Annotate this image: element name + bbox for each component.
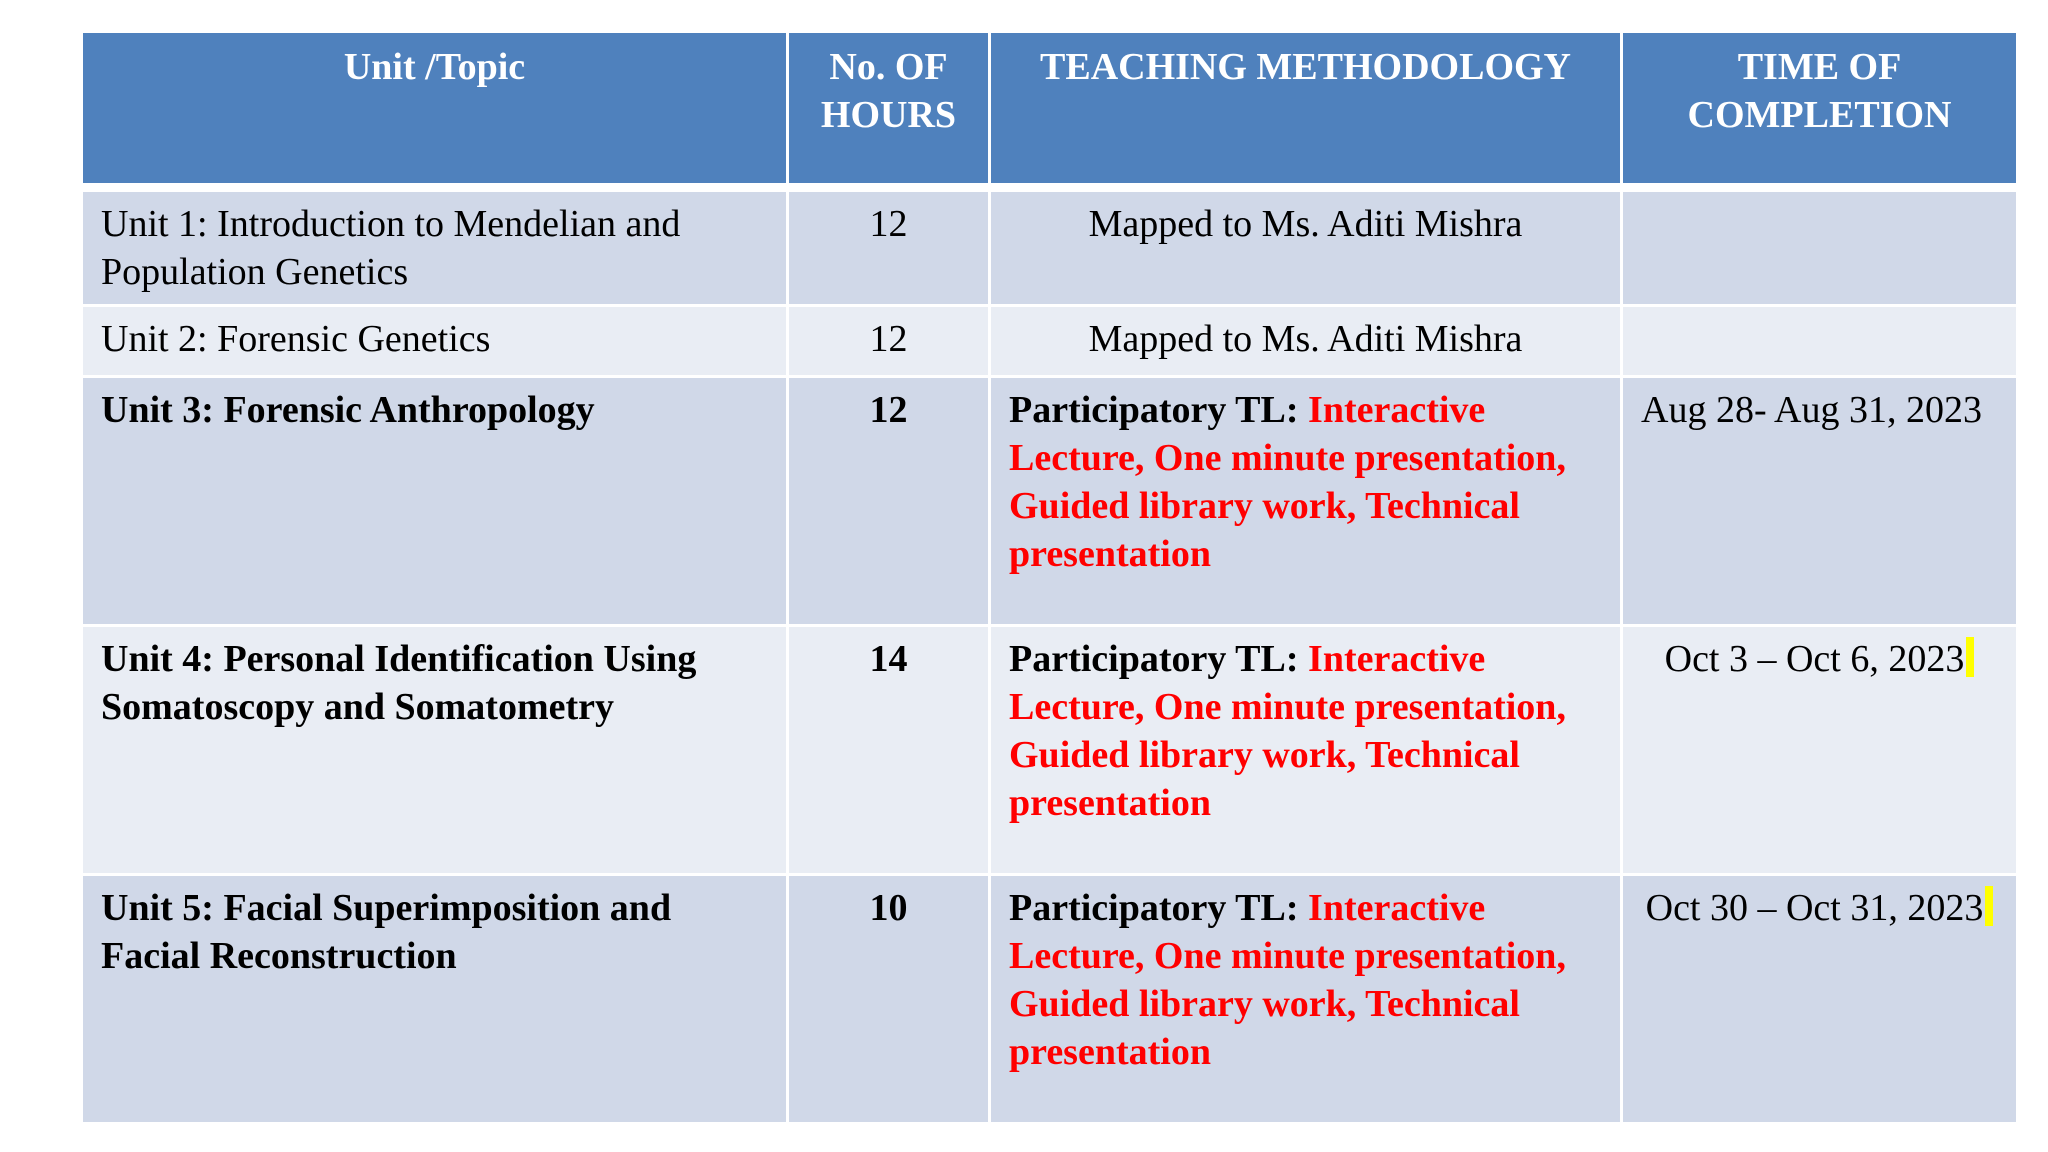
lesson-plan-table (80, 30, 2019, 1125)
completion-cell: Aug 28- Aug 31, 2023 (1622, 377, 2018, 626)
methodology-cell (990, 377, 1622, 626)
table-row (82, 306, 2018, 377)
hours-cell: 12 (788, 306, 990, 377)
table-row (82, 875, 2018, 1124)
hours-cell: 10 (788, 875, 990, 1124)
unit-topic-cell: Unit 3: Forensic Anthropology (82, 377, 788, 626)
completion-cell (1622, 626, 2018, 875)
header-unit-topic: Unit /Topic (82, 32, 788, 188)
unit-topic-cell: Unit 2: Forensic Genetics (82, 306, 788, 377)
methodology-cell (990, 875, 1622, 1124)
unit-topic-cell: Unit 4: Personal Identification Using Somatoscopy and Somatometry (82, 626, 788, 875)
unit-topic-cell: Unit 5: Facial Superimposition and Facial Reconstruction (82, 875, 788, 1124)
methodology-cell: Mapped to Ms. Aditi Mishra (990, 188, 1622, 306)
completion-cell (1622, 188, 2018, 306)
table-row (82, 377, 2018, 626)
methodology-cell (990, 626, 1622, 875)
hours-cell: 14 (788, 626, 990, 875)
completion-cell (1622, 306, 2018, 377)
methodology-cell: Mapped to Ms. Aditi Mishra (990, 306, 1622, 377)
highlight-mark (1985, 886, 1993, 926)
header-row (82, 32, 2018, 188)
methodology-label: Participatory TL: (1009, 638, 1309, 680)
completion-text: Oct 3 – Oct 6, 2023 (1664, 638, 1965, 680)
table-row (82, 188, 2018, 306)
methodology-label: Participatory TL: (1009, 389, 1309, 431)
hours-cell: 12 (788, 377, 990, 626)
completion-text: Oct 30 – Oct 31, 2023 (1645, 887, 1984, 929)
header-no-of-hours: No. OF HOURS (788, 32, 990, 188)
methodology-detail: Interactive Lecture, One minute presentation, Guided library work, Technical presentation (1009, 887, 1566, 1073)
header-time-of-completion: TIME OF COMPLETION (1622, 32, 2018, 188)
completion-cell (1622, 875, 2018, 1124)
table-row (82, 626, 2018, 875)
methodology-detail: Interactive Lecture, One minute presentation, Guided library work, Technical presentation (1009, 638, 1566, 824)
hours-cell: 12 (788, 188, 990, 306)
header-teaching-methodology: TEACHING METHODOLOGY (990, 32, 1622, 188)
methodology-detail: Interactive Lecture, One minute presentation, Guided library work, Technical presentation (1009, 389, 1566, 575)
methodology-label: Participatory TL: (1009, 887, 1309, 929)
unit-topic-cell: Unit 1: Introduction to Mendelian and Population Genetics (82, 188, 788, 306)
highlight-mark (1966, 637, 1974, 677)
